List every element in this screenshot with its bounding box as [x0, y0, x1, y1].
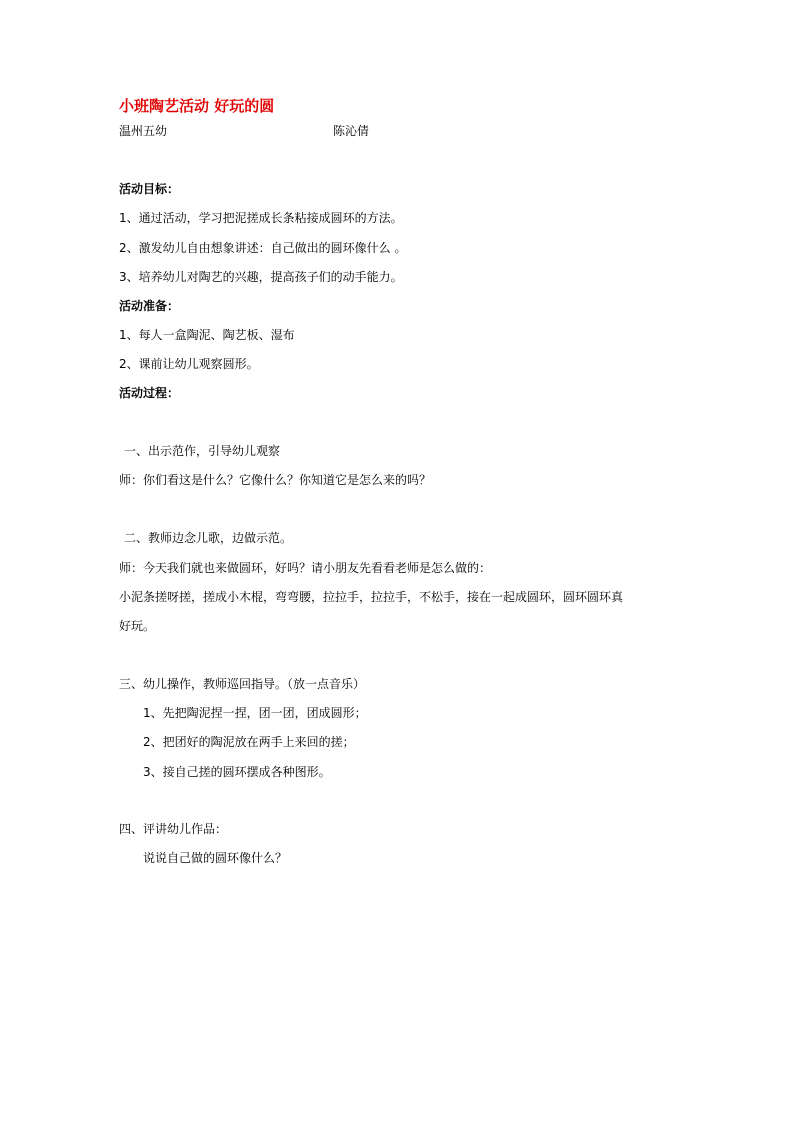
step3-item-3: 3、接自己搓的圆环摆成各种图形。 [143, 765, 331, 779]
preparation-heading: 活动准备： [119, 299, 180, 313]
goal-item-1: 1、通过活动，学习把泥搓成长条粘接成圆环的方法。 [119, 211, 403, 225]
step3-item-2: 2、把团好的陶泥放在两手上来回的搓； [143, 735, 355, 749]
goal-item-3: 3、培养幼儿对陶艺的兴趣，提高孩子们的动手能力。 [119, 270, 403, 284]
step1-text: 师：你们看这是什么？它像什么？你知道它是怎么来的吗？ [119, 473, 432, 487]
step2-rhyme-line-2: 好玩。 [119, 619, 156, 633]
goal-item-2: 2、激发幼儿自由想象讲述：自己做出的圆环像什么 。 [119, 241, 407, 255]
step1-heading: 一、出示范作，引导幼儿观察 [124, 444, 281, 458]
preparation-item-1: 1、每人一盒陶泥、陶艺板、湿布 [119, 328, 295, 342]
preparation-item-2: 2、课前让幼儿观察圆形。 [119, 357, 259, 371]
step4-heading: 四、评讲幼儿作品： [119, 822, 228, 836]
step2-rhyme-line-1: 小泥条搓呀搓，搓成小木棍，弯弯腰，拉拉手，拉拉手，不松手，接在一起成圆环，圆环圆环真 [119, 590, 624, 604]
author-line [119, 123, 370, 139]
author-name: 陈沁倩 [333, 124, 370, 138]
step3-item-1: 1、先把陶泥捏一捏，团一团，团成圆形； [143, 706, 367, 720]
step4-text: 说说自己做的圆环像什么？ [143, 851, 288, 865]
author-school: 温州五幼 [119, 124, 168, 138]
step2-heading: 二、教师边念儿歌，边做示范。 [124, 531, 293, 545]
goals-heading: 活动目标： [119, 182, 180, 196]
document-title: 小班陶艺活动 好玩的圆 [119, 97, 275, 115]
step2-text: 师：今天我们就也来做圆环，好吗？请小朋友先看看老师是怎么做的： [119, 561, 492, 575]
step3-heading: 三、幼儿操作，教师巡回指导。（放一点音乐） [119, 677, 366, 691]
process-heading: 活动过程： [119, 386, 180, 400]
